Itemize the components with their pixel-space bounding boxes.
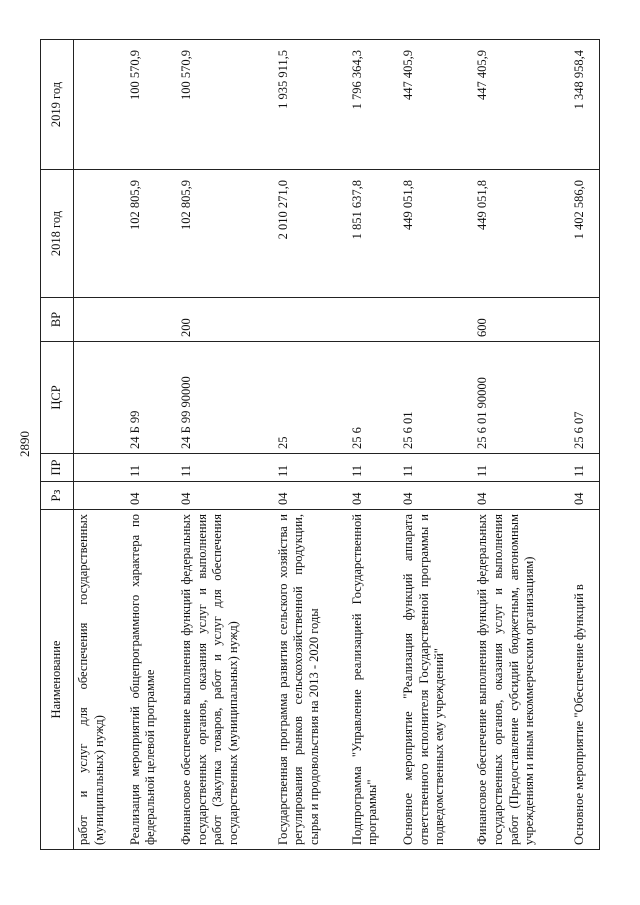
row-2019 <box>74 40 126 170</box>
row-name: работ и услуг для обеспечения государственных (муниципальных) нужд) <box>74 510 126 850</box>
header-rz: Рз <box>41 482 74 510</box>
table-row <box>126 40 177 850</box>
header-csr: ЦСР <box>41 342 74 454</box>
row-2019: 100 570,9 <box>126 40 177 170</box>
row-2018: 1 402 586,0 <box>570 170 599 298</box>
row-2019: 1 935 911,5 <box>274 40 348 170</box>
row-vr <box>570 298 599 342</box>
row-rz: 04 <box>274 482 348 510</box>
header-2018: 2018 год <box>41 170 74 298</box>
row-csr: 24 Б 99 <box>126 342 177 454</box>
table-row <box>74 40 126 850</box>
row-name: Государственная программа развития сельского хозяйства и регулирования рынков сельскохозяйственной продукции, сырья и продовольствия на 2013 - 2020 годы <box>274 510 348 850</box>
row-pr: 11 <box>126 454 177 482</box>
row-name: Основное мероприятие "Реализация функций аппарата ответственного исполнителя Государственной программы и подведомственных ему учреждений" <box>399 510 473 850</box>
row-rz: 04 <box>570 482 599 510</box>
table-row <box>348 40 399 850</box>
row-csr: 24 Б 99 90000 <box>177 342 274 454</box>
row-csr: 25 6 01 90000 <box>473 342 570 454</box>
row-vr <box>126 298 177 342</box>
table-row <box>570 40 599 850</box>
row-2018: 2 010 271,0 <box>274 170 348 298</box>
row-pr: 11 <box>274 454 348 482</box>
row-2019: 100 570,9 <box>177 40 274 170</box>
page-number: 2890 <box>17 431 32 457</box>
row-2018: 449 051,8 <box>399 170 473 298</box>
row-rz: 04 <box>473 482 570 510</box>
table-row <box>177 40 274 850</box>
row-rz: 04 <box>399 482 473 510</box>
row-csr <box>74 342 126 454</box>
table-row <box>399 40 473 850</box>
budget-table <box>40 39 600 850</box>
table-header-row <box>41 40 74 850</box>
row-pr: 11 <box>570 454 599 482</box>
row-vr <box>399 298 473 342</box>
row-csr: 25 6 <box>348 342 399 454</box>
header-pr: ПР <box>41 454 74 482</box>
row-pr: 11 <box>399 454 473 482</box>
row-vr: 600 <box>473 298 570 342</box>
row-2018: 102 805,9 <box>177 170 274 298</box>
row-rz: 04 <box>177 482 274 510</box>
header-2019: 2019 год <box>41 40 74 170</box>
row-rz <box>74 482 126 510</box>
row-csr: 25 6 07 <box>570 342 599 454</box>
row-vr <box>74 298 126 342</box>
row-rz: 04 <box>126 482 177 510</box>
row-name: Основное мероприятие "Обеспечение функций в <box>570 510 599 850</box>
row-pr <box>74 454 126 482</box>
row-name: Финансовое обеспечение выполнения функций федеральных государственных органов, оказания услуг и выполнения работ (Закупка товаров, работ и услуг для обеспечения государственных (муниципальных) нужд) <box>177 510 274 850</box>
row-vr <box>274 298 348 342</box>
row-2019: 1 796 364,3 <box>348 40 399 170</box>
row-2018: 102 805,9 <box>126 170 177 298</box>
budget-table-container <box>40 40 600 850</box>
row-pr: 11 <box>177 454 274 482</box>
row-pr: 11 <box>348 454 399 482</box>
row-pr: 11 <box>473 454 570 482</box>
table-row <box>473 40 570 850</box>
row-name: Реализация мероприятий общепрограммного характера по федеральной целевой программе <box>126 510 177 850</box>
table-row <box>274 40 348 850</box>
row-2018: 449 051,8 <box>473 170 570 298</box>
row-2019: 447 405,9 <box>473 40 570 170</box>
row-name: Финансовое обеспечение выполнения функций федеральных государственных органов, оказания услуг и выполнения работ (Предоставление субсидий бюджетным, автономным учреждениям и иным некоммерческим организациям) <box>473 510 570 850</box>
row-2018 <box>74 170 126 298</box>
row-2019: 447 405,9 <box>399 40 473 170</box>
row-vr: 200 <box>177 298 274 342</box>
row-csr: 25 <box>274 342 348 454</box>
row-name: Подпрограмма "Управление реализацией Государственной программы" <box>348 510 399 850</box>
header-vr: ВР <box>41 298 74 342</box>
row-csr: 25 6 01 <box>399 342 473 454</box>
header-name: Наименование <box>41 510 74 850</box>
row-rz: 04 <box>348 482 399 510</box>
row-vr <box>348 298 399 342</box>
row-2019: 1 348 958,4 <box>570 40 599 170</box>
row-2018: 1 851 637,8 <box>348 170 399 298</box>
